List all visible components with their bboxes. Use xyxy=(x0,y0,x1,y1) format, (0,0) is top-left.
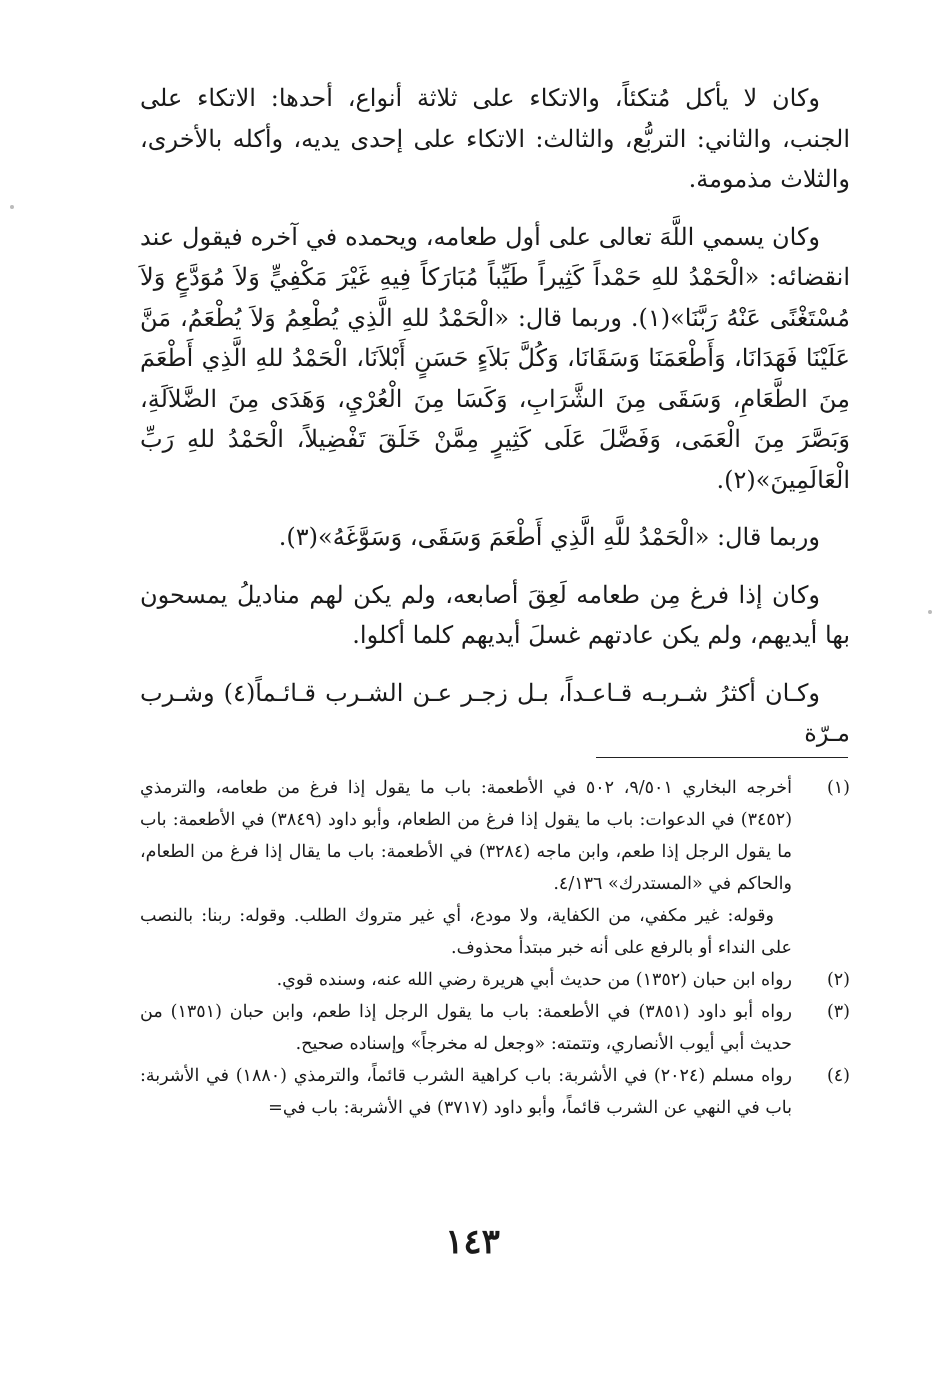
main-text xyxy=(140,78,850,754)
paragraph-reclining: وكان لا يأكل مُتكئاً، والاتكاء على ثلاثة أنواع، أحدها: الاتكاء على الجنب، والثاني: التربُّع، والثالث: الاتكاء على إحدى يديه، وأكله بالأخرى، والثلاث مذمومة. xyxy=(140,84,850,193)
paragraph-praise-supplication: وكان يسمي اللَّهَ تعالى على أول طعامه، ويحمده في آخره فيقول عند انقضائه: «الْحَمْدُ للهِ حَمْداً كَثِيراً طَيِّباً مُبَارَكاً فِيهِ غَيْرَ مَكْفِيٍّ وَلاَ مُوَدَّعٍ وَلاَ مُسْتَغْنًى عَنْهُ رَبَّنَا»(١). وربما قال: «الْحَمْدُ للهِ الَّذِي يُطْعِمُ وَلاَ يُطْعَمُ، مَنَّ عَلَيْنَا فَهَدَانَا، وَأَطْعَمَنَا وَسَقَانَا، وَكُلَّ بَلاَءٍ حَسَنٍ أَبْلاَنَا، الْحَمْدُ للهِ الَّذِي أَطْعَمَ مِنَ الطَّعَامِ، وَسَقَى مِنَ الشَّرَابِ، وَكَسَا مِنَ الْعُرْيِ، وَهَدَى مِنَ الضَّلاَلَةِ، وَبَصَّرَ مِنَ الْعَمَى، وَفَضَّلَ عَلَى كَثِيرٍ مِمَّنْ خَلَقَ تَفْضِيلاً، الْحَمْدُ للهِ رَبِّ الْعَالَمِينَ»(٢). xyxy=(140,222,851,494)
footnote-text: أخرجه البخاري ٩/٥٠١، ٥٠٢ في الأطعمة: باب ما يقول إذا فرغ من طعامه، والترمذي (٣٤٥٢) في الدعوات: باب ما يقول إذا فرغ من الطعام، وأبو داود (٣٨٤٩) في الأطعمة: باب ما يقول الرجل إذا طعم، وابن ماجه (٣٢٨٤) في الأطعمة: باب ما يقال إذا فرغ من الطعام، والحاكم في «المستدرك» ٤/١٣٦. xyxy=(140,778,793,894)
scan-speck xyxy=(928,610,932,614)
paragraph-drinking: وكـان أكثرُ شـربـه قـاعـداً، بـل زجـر عـن الشـرب قـائـماً(٤) وشـرب مـرّة xyxy=(140,678,850,747)
footnote-note: وقوله: غير مكفي، من الكفاية، ولا مودع، أي غير متروك الطلب. وقوله: ربنا: بالنصب على النداء أو بالرفع على أنه خبر مبتدأ محذوف. xyxy=(140,906,792,958)
footnotes xyxy=(140,772,850,1124)
footnote-text: رواه مسلم (٢٠٢٤) في الأشربة: باب كراهية الشرب قائماً، والترمذي (١٨٨٠) في الأشربة: باب في النهي عن الشرب قائماً، وأبو داود (٣٧١٧) في الأشربة: باب في= xyxy=(140,1066,792,1118)
scan-speck xyxy=(10,205,14,209)
footnote-number: (٣) xyxy=(826,1002,850,1022)
paragraph-licking-fingers: وكان إذا فرغ مِن طعامه لَعِقَ أصابعه، ولم يكن لهم مناديلُ يمسحون بها أيديهم، ولم يكن عادتهم غسلَ أيديهم كلما أكلوا. xyxy=(140,580,850,649)
footnote-text: رواه ابن حبان (١٣٥٢) من حديث أبي هريرة رضي الله عنه، وسنده قوي. xyxy=(276,970,792,990)
paragraph-short-praise: وربما قال: «الْحَمْدُ للَّهِ الَّذِي أَطْعَمَ وَسَقَى، وَسَوَّغَهُ»(٣). xyxy=(278,523,820,551)
footnote-text: رواه أبو داود (٣٨٥١) في الأطعمة: باب ما يقول الرجل إذا طعم، وابن حبان (١٣٥١) من حديث أبي أيوب الأنصاري، وتتمته: «وجعل له مخرجاً» وإسناده صحيح. xyxy=(140,1002,792,1054)
page-number: ١٤٣ xyxy=(445,1222,500,1262)
footnote-1 xyxy=(140,772,850,964)
footnote-number: (٢) xyxy=(826,970,850,990)
footnote-3 xyxy=(140,996,850,1060)
footnote-number: (١) xyxy=(826,778,850,798)
footnote-separator xyxy=(596,757,848,758)
footnote-2 xyxy=(140,964,850,996)
footnote-number: (٤) xyxy=(826,1066,850,1086)
footnote-4 xyxy=(140,1060,850,1124)
